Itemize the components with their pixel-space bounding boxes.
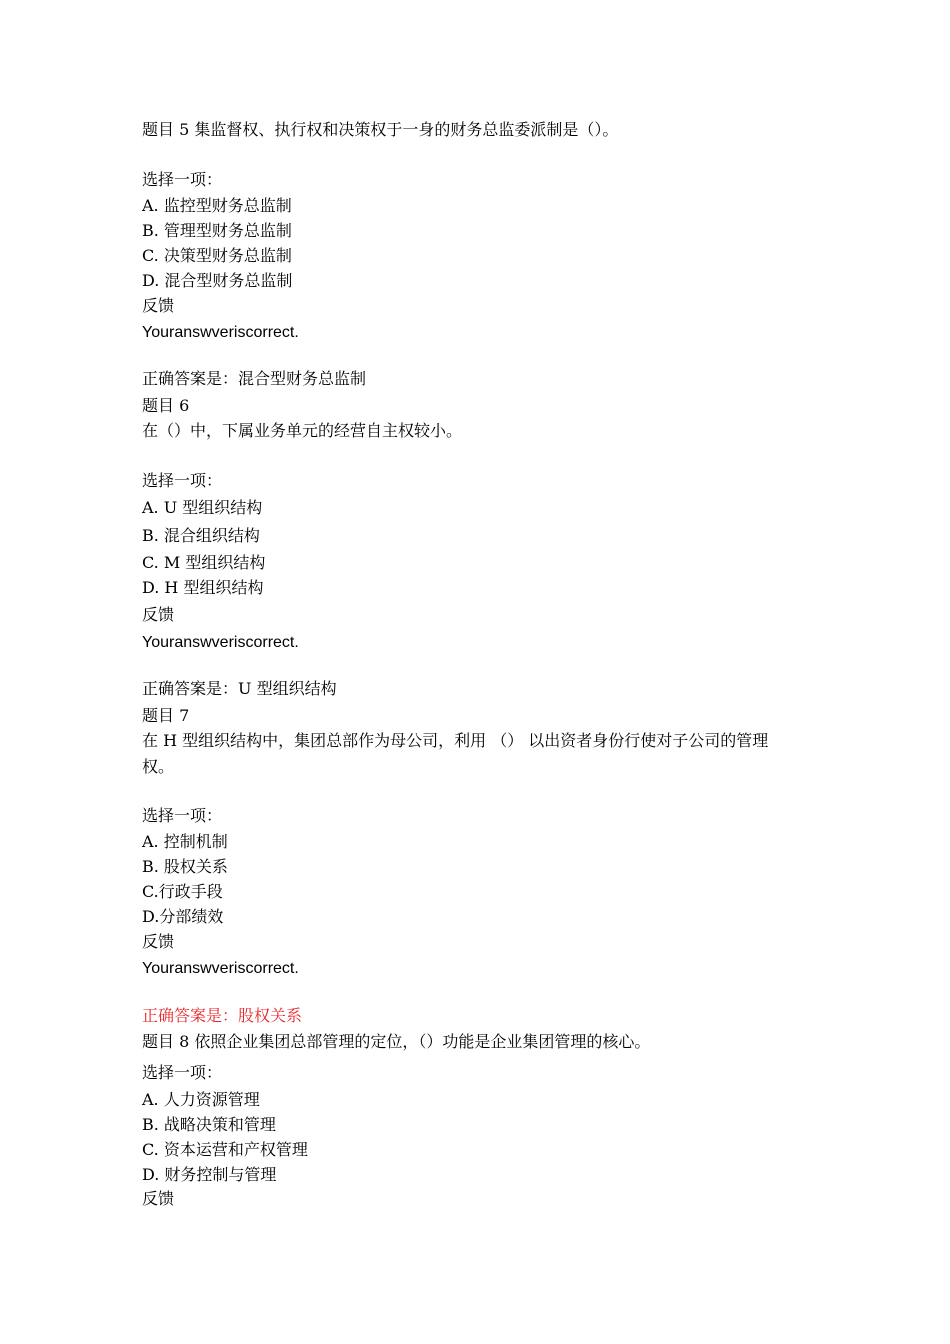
question-8-choose-label: 选择一项： — [142, 1063, 223, 1082]
question-5-feedback-label: 反馈 — [142, 296, 175, 315]
question-6-option-a: A. U 型组织结构 — [142, 498, 263, 517]
question-7-correct-answer: 正确答案是：股权关系 — [142, 1006, 303, 1025]
question-7-feedback-text: Youranswveriscorrect. — [142, 960, 299, 977]
question-7-option-c: C.行政手段 — [142, 882, 223, 901]
question-5-option-c: C. 决策型财务总监制 — [142, 246, 292, 265]
question-7-choose-label: 选择一项： — [142, 806, 223, 825]
question-6-option-c: C. M 型组织结构 — [142, 553, 266, 572]
question-7-stem-line-2: 权。 — [142, 757, 175, 776]
question-6-choose-label: 选择一项： — [142, 471, 223, 490]
question-6-option-b: B. 混合组织结构 — [142, 526, 260, 545]
question-6-feedback-text: Youranswveriscorrect. — [142, 634, 299, 651]
question-6-correct-answer: 正确答案是：U 型组织结构 — [142, 679, 337, 698]
question-7-option-b: B. 股权关系 — [142, 857, 228, 876]
question-5-option-a: A. 监控型财务总监制 — [142, 196, 292, 215]
question-7-option-d: D.分部绩效 — [142, 907, 224, 926]
question-5-feedback-text: Youranswveriscorrect. — [142, 324, 299, 341]
question-7-title: 题目 7 — [142, 706, 190, 725]
question-8-option-b: B. 战略决策和管理 — [142, 1115, 276, 1134]
question-6-feedback-label: 反馈 — [142, 605, 175, 624]
question-5-correct-answer: 正确答案是：混合型财务总监制 — [142, 369, 367, 388]
question-8-option-a: A. 人力资源管理 — [142, 1090, 260, 1109]
question-6-title: 题目 6 — [142, 396, 190, 415]
question-6-option-d: D. H 型组织结构 — [142, 578, 264, 597]
question-8-option-d: D. 财务控制与管理 — [142, 1165, 277, 1184]
question-6-stem: 在（）中，下属业务单元的经营自主权较小。 — [142, 421, 463, 440]
question-5-title: 题目 5 集监督权、执行权和决策权于一身的财务总监委派制是（）。 — [142, 120, 619, 139]
question-5-choose-label: 选择一项： — [142, 170, 223, 189]
question-8-title: 题目 8 依照企业集团总部管理的定位，（）功能是企业集团管理的核心。 — [142, 1032, 651, 1051]
question-7-option-a: A. 控制机制 — [142, 832, 228, 851]
question-5-option-b: B. 管理型财务总监制 — [142, 221, 292, 240]
question-7-feedback-label: 反馈 — [142, 932, 175, 951]
question-8-feedback-label: 反馈 — [142, 1189, 175, 1208]
question-8-option-c: C. 资本运营和产权管理 — [142, 1140, 308, 1159]
question-7-stem-line-1: 在 H 型组织结构中，集团总部作为母公司，利用 （） 以出资者身份行使对子公司的管理 — [142, 731, 769, 750]
question-5-option-d: D. 混合型财务总监制 — [142, 271, 293, 290]
